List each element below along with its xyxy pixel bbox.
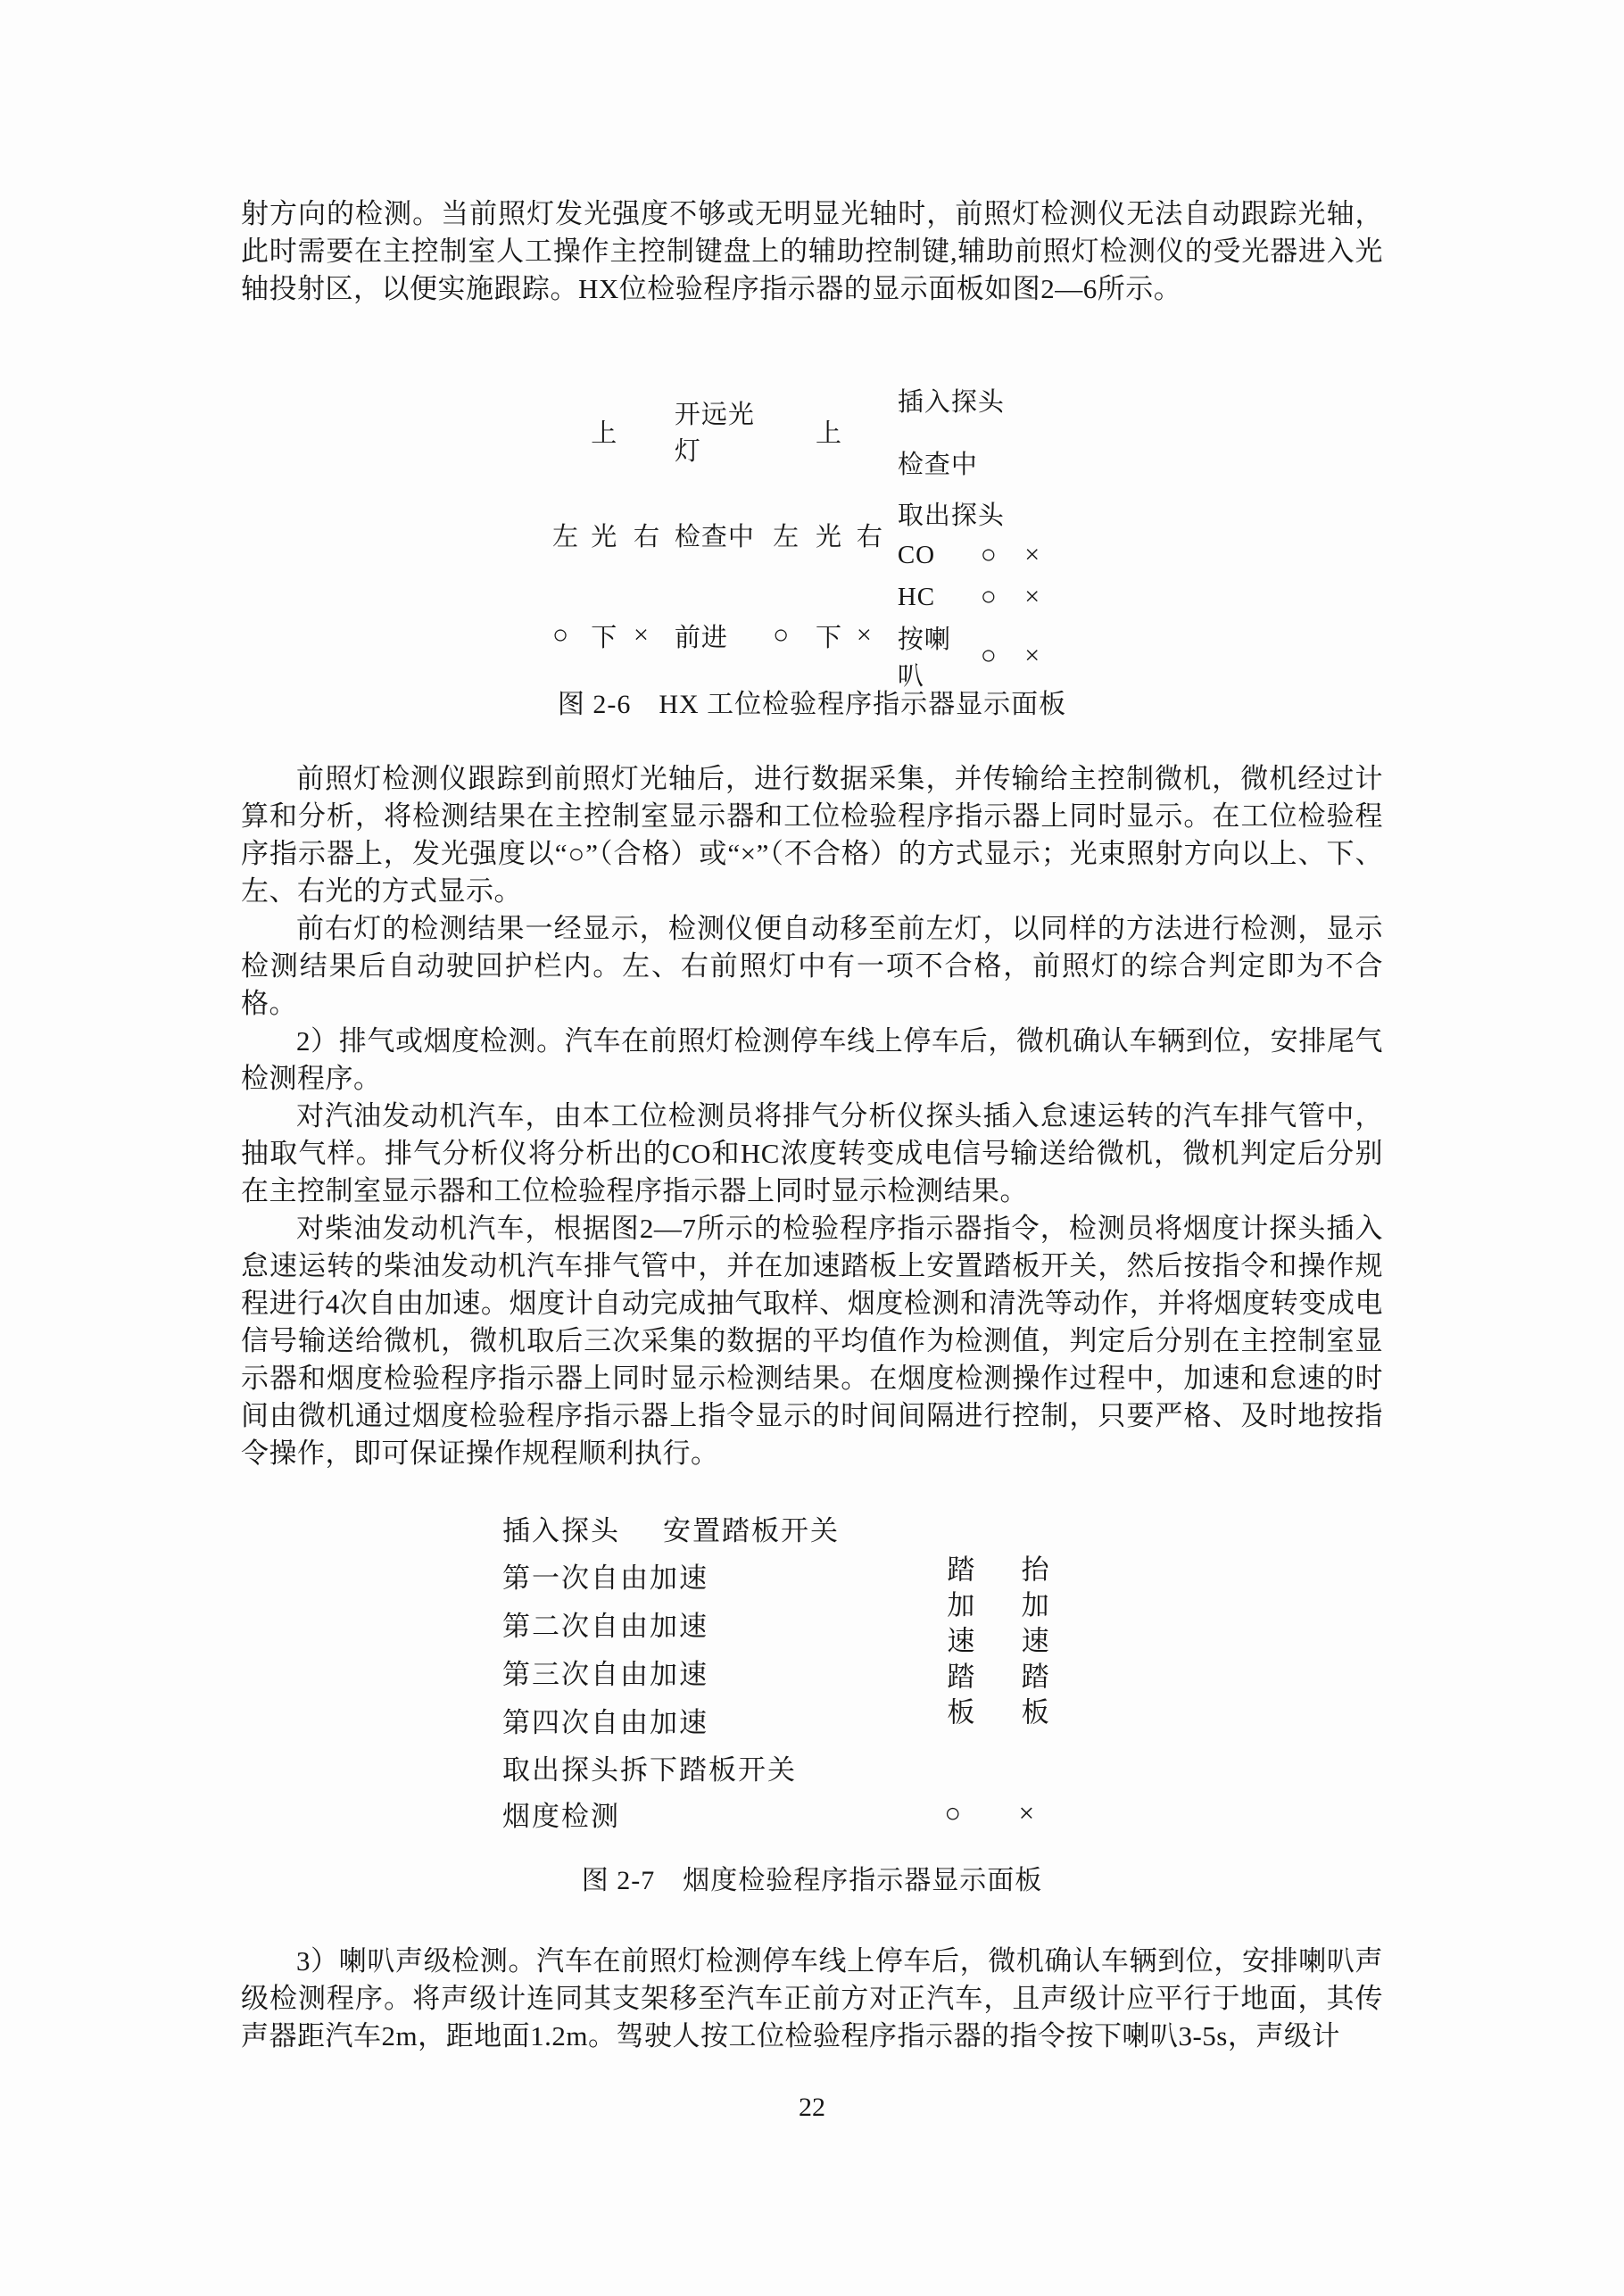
cell-right-label: 右 bbox=[856, 523, 883, 551]
paragraph: 前右灯的检测结果一经显示，检测仪便自动移至前左灯，以同样的方法进行检测，显示检测结果后自动驶回护栏内。左、右前照灯中有一项不合格，前照灯的综合判定即为不合格。 bbox=[241, 913, 1383, 1019]
cell-accel-3: 第三次自由加速 bbox=[502, 1658, 708, 1690]
cell-remove-probe-pedal: 取出探头拆下踏板开关 bbox=[502, 1753, 797, 1786]
cell-hc-label: HC bbox=[897, 582, 936, 611]
paragraph: 射方向的检测。当前照灯发光强度不够或无明显光轴时，前照灯检测仪无法自动跟踪光轴，此时需要在主控制室人工操作主控制键盘上的辅助控制键,辅助前照灯检测仪的受光器进入光轴投射区，以便实施跟踪。HX位检验程序指示器的显示面板如图2—6所示。 bbox=[241, 198, 1383, 304]
pass-circle-symbol: ○ bbox=[980, 641, 997, 670]
cell-insert-probe: 插入探头 bbox=[897, 387, 1005, 417]
paragraph-block-bottom bbox=[241, 1943, 1383, 2055]
figure-caption-2-6: 图 2-6 HX 工位检验程序指示器显示面板 bbox=[557, 690, 1067, 719]
paragraph: 2）排气或烟度检测。汽车在前照灯检测停车线上停车后，微机确认车辆到位，安排尾气检测程序。 bbox=[241, 1025, 1383, 1094]
cell-checking: 检查中 bbox=[897, 450, 978, 479]
cell-accel-2: 第二次自由加速 bbox=[502, 1611, 708, 1642]
smoke-indicator-table bbox=[500, 1505, 1087, 1837]
paragraph: 3）喇叭声级检测。汽车在前照灯检测停车线上停车后，微机确认车辆到位，安排喇叭声级检测程序。将声级计连同其支架移至汽车正前方对正汽车，且声级计应平行于地面，其传声器距汽车2m，距地面1.2m。驾驶人按工位检验程序指示器的指令按下喇叭3-5s，声级计 bbox=[241, 1945, 1383, 2051]
cell-down-label: 下 bbox=[591, 623, 618, 652]
cell-up-right: 上 bbox=[815, 419, 842, 448]
pass-circle-symbol: ○ bbox=[944, 1797, 962, 1828]
cell-high-beam-on: 开远光灯 bbox=[674, 401, 755, 466]
cell-forward: 前进 bbox=[674, 623, 728, 652]
cell-remove-probe: 取出探头 bbox=[897, 501, 1005, 530]
cell-co-label: CO bbox=[897, 540, 936, 569]
cell-up-left: 上 bbox=[591, 419, 618, 448]
cell-blank bbox=[856, 369, 895, 493]
pass-circle-symbol: ○ bbox=[552, 620, 569, 650]
insert-probe-label: 插入探头 bbox=[502, 1515, 620, 1546]
cell-blank bbox=[551, 369, 588, 493]
cell-checking-mid: 检查中 bbox=[674, 523, 755, 551]
paragraph-block-middle bbox=[241, 760, 1383, 1472]
fail-cross-symbol: × bbox=[1024, 641, 1040, 670]
cell-right-label: 右 bbox=[633, 523, 660, 551]
page-number: 22 bbox=[799, 2093, 825, 2122]
fail-cross-symbol: × bbox=[856, 620, 872, 650]
paragraph-block-top bbox=[241, 195, 1383, 308]
pass-circle-symbol: ○ bbox=[773, 620, 790, 650]
pass-circle-symbol: ○ bbox=[980, 540, 997, 569]
cell-insert-probe-set-pedal bbox=[501, 1507, 1085, 1549]
cell-blank bbox=[772, 369, 813, 493]
paragraph: 前照灯检测仪跟踪到前照灯光轴后，进行数据采集，并传输给主控制微机，微机经过计算和分析，将检测结果在主控制室显示器和工位检验程序指示器上同时显示。在工位检验程序指示器上，发光强度以“○”（合格）或“×”（不合格）的方式显示；光束照射方向以上、下、左、右光的方式显示。 bbox=[241, 763, 1383, 907]
figure-caption-2-7: 图 2-7 烟度检验程序指示器显示面板 bbox=[581, 1866, 1043, 1895]
cell-accel-4: 第四次自由加速 bbox=[502, 1706, 708, 1738]
figure-2-7 bbox=[500, 1505, 1087, 1837]
cell-press-pedal-vertical bbox=[943, 1551, 1015, 1743]
fail-cross-symbol: × bbox=[633, 620, 649, 650]
cell-down-label: 下 bbox=[815, 623, 842, 652]
set-pedal-switch-label: 安置踏板开关 bbox=[663, 1515, 840, 1546]
press-pedal-label: 踏加速踏板 bbox=[942, 1554, 974, 1733]
hx-indicator-table bbox=[550, 368, 1065, 695]
paragraph: 对柴油发动机汽车，根据图2—7所示的检验程序指示器指令，检测员将烟度计探头插入怠速运转的柴油发动机汽车排气管中，并在加速踏板上安置踏板开关，然后按指令和操作规程进行4次自由加速。烟度计自动完成抽气取样、烟度检测和清洗等动作，并将烟度转变成电信号输送给微机，微机取后三次采集的数据的平均值作为检测值，判定后分别在主控制室显示器和烟度检验程序指示器上同时显示检测结果。在烟度检测操作过程中，加速和怠速的时间由微机通过烟度检验程序指示器上指令显示的时间间隔进行控制，只要严格、及时地按指令操作，即可保证操作规程顺利执行。 bbox=[241, 1213, 1383, 1469]
fail-cross-symbol: × bbox=[1024, 540, 1040, 569]
cell-light-label: 光 bbox=[591, 523, 618, 551]
pass-circle-symbol: ○ bbox=[980, 582, 997, 611]
figure-2-6 bbox=[550, 368, 1065, 695]
cell-left-label: 左 bbox=[552, 523, 580, 551]
cell-light-label: 光 bbox=[815, 523, 842, 551]
cell-blank bbox=[633, 369, 672, 493]
paragraph: 对汽油发动机汽车，由本工位检测员将排气分析仪探头插入怠速运转的汽车排气管中，抽取气样。排气分析仪将分析出的CO和HC浓度转变成电信号输送给微机，微机判定后分别在主控制室显示器和工位检验程序指示器上同时显示检测结果。 bbox=[241, 1100, 1383, 1206]
fail-cross-symbol: × bbox=[1024, 582, 1040, 611]
lift-pedal-label: 抬加速踏板 bbox=[1016, 1554, 1048, 1733]
fail-cross-symbol: × bbox=[1018, 1797, 1035, 1828]
cell-accel-1: 第一次自由加速 bbox=[502, 1562, 708, 1594]
cell-left-label: 左 bbox=[773, 523, 800, 551]
cell-horn-label: 按喇叭 bbox=[897, 626, 951, 691]
cell-smoke-test: 烟度检测 bbox=[502, 1800, 620, 1832]
cell-lift-pedal-vertical bbox=[1018, 1551, 1085, 1743]
